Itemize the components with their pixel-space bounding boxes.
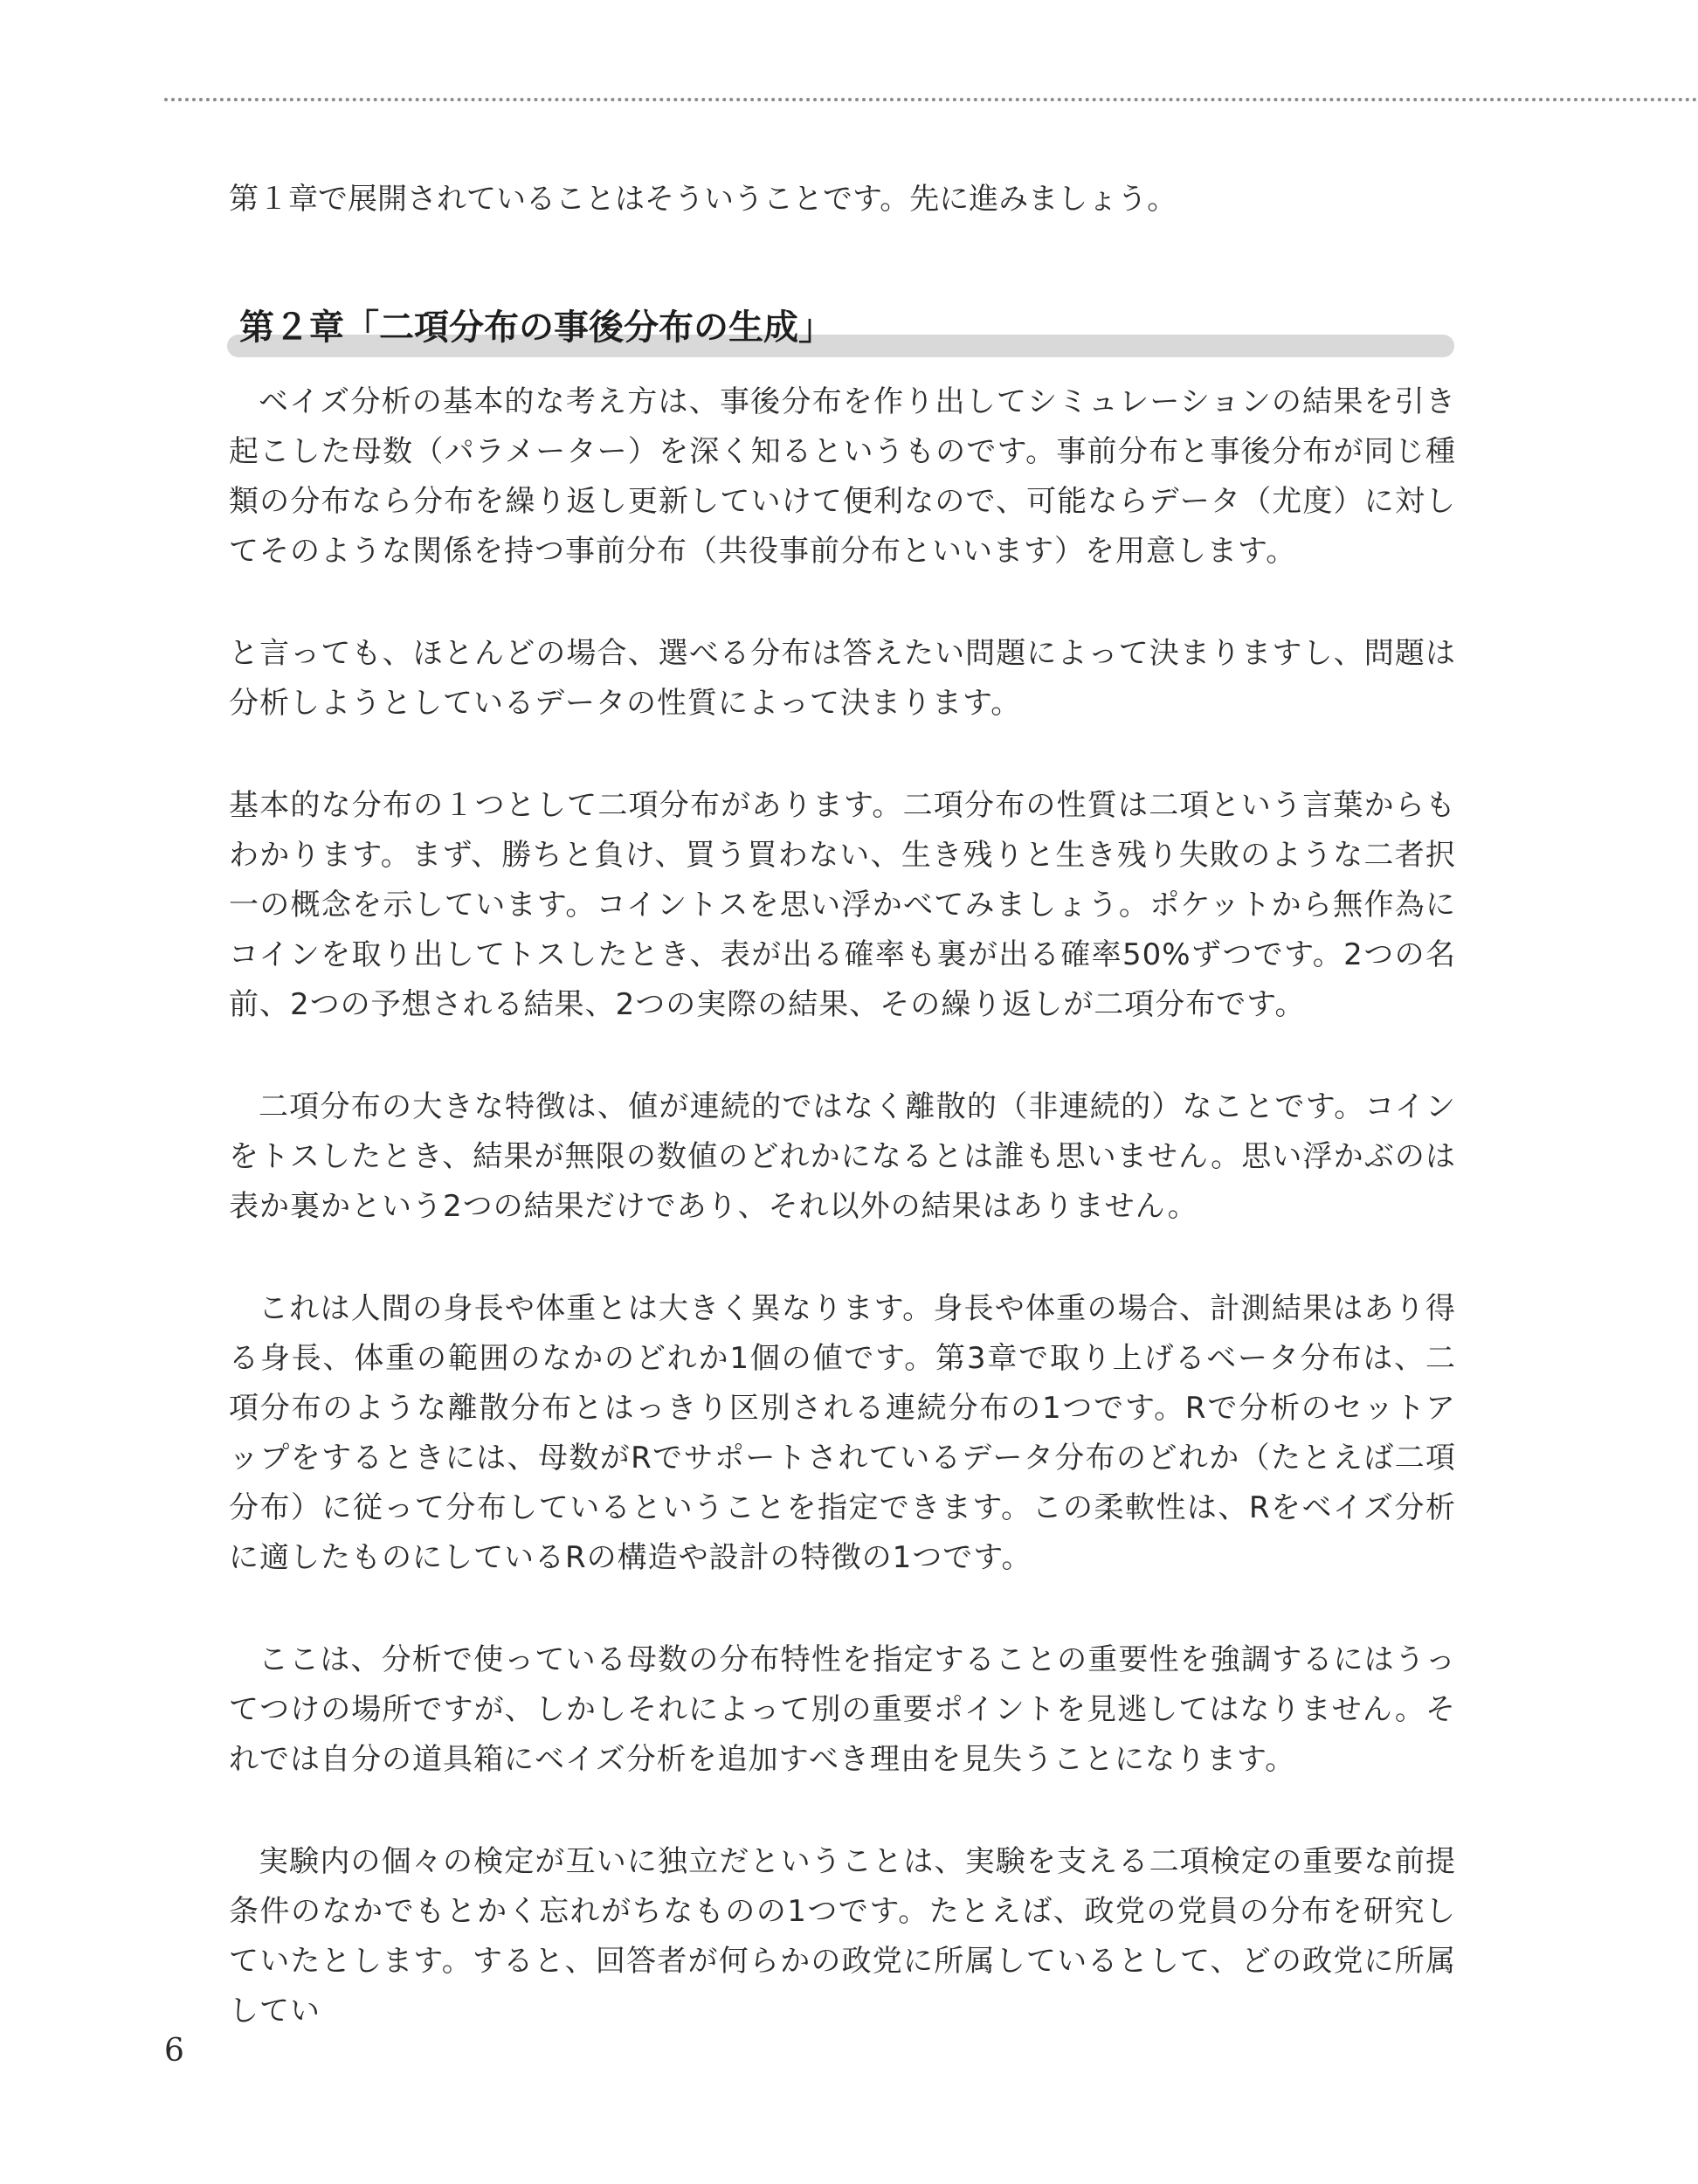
top-dotted-rule bbox=[164, 98, 1698, 101]
paragraph: これは人間の身長や体重とは大きく異なります。身長や体重の場合、計測結果はあり得る身長、体重の範囲のなかのどれか1個の値です。第3章で取り上げるベータ分布は、二項分布のような離散分布とはっきり区別される連続分布の1つです。Rで分析のセットアップをするときには、母数がRでサポートされているデータ分布のどれか（たとえば二項分布）に従って分布しているということを指定できます。この柔軟性は、Rをベイズ分析に適したものにしているRの構造や設計の特徴の1つです。 bbox=[229, 1291, 1456, 1575]
section-heading-block bbox=[227, 301, 1454, 363]
lead-paragraph: 第１章で展開されていることはそういうことです。先に進みましょう。 bbox=[229, 182, 1177, 217]
section-heading: 第２章「二項分布の事後分布の生成」 bbox=[239, 308, 833, 348]
paragraph: と言っても、ほとんどの場合、選べる分布は答えたい問題によって決まりますし、問題は分析しようとしているデータの性質によって決まります。 bbox=[229, 636, 1456, 721]
body-text bbox=[229, 377, 1456, 2089]
paragraph: ベイズ分析の基本的な考え方は、事後分布を作り出してシミュレーションの結果を引き起こした母数（パラメーター）を深く知るというものです。事前分布と事後分布が同じ種類の分布なら分布を繰り返し更新していけて便利なので、可能ならデータ（尤度）に対してそのような関係を持つ事前分布（共役事前分布といいます）を用意します。 bbox=[229, 384, 1456, 569]
paragraph: 基本的な分布の１つとして二項分布があります。二項分布の性質は二項という言葉からもわかります。まず、勝ちと負け、買う買わない、生き残りと生き残り失敗のような二者択一の概念を示しています。コイントスを思い浮かべてみましょう。ポケットから無作為にコインを取り出してトスしたとき、表が出る確率も裏が出る確率50%ずつです。2つの名前、2つの予想される結果、2つの実際の結果、その繰り返しが二項分布です。 bbox=[229, 788, 1456, 1022]
paragraph: 実験内の個々の検定が互いに独立だということは、実験を支える二項検定の重要な前提条件のなかでもとかく忘れがちなものの1つです。たとえば、政党の党員の分布を研究していたとします。すると、回答者が何らかの政党に所属しているとして、どの政党に所属してい bbox=[229, 1844, 1456, 2028]
page-number: 6 bbox=[164, 2033, 184, 2069]
paragraph: ここは、分析で使っている母数の分布特性を指定することの重要性を強調するにはうってつけの場所ですが、しかしそれによって別の重要ポイントを見逃してはなりません。それでは自分の道具箱にベイズ分析を追加すべき理由を見失うことになります。 bbox=[229, 1642, 1456, 1777]
paragraph: 二項分布の大きな特徴は、値が連続的ではなく離散的（非連続的）なことです。コインをトスしたとき、結果が無限の数値のどれかになるとは誰も思いません。思い浮かぶのは表か裏かという2つの結果だけであり、それ以外の結果はありません。 bbox=[229, 1089, 1456, 1224]
